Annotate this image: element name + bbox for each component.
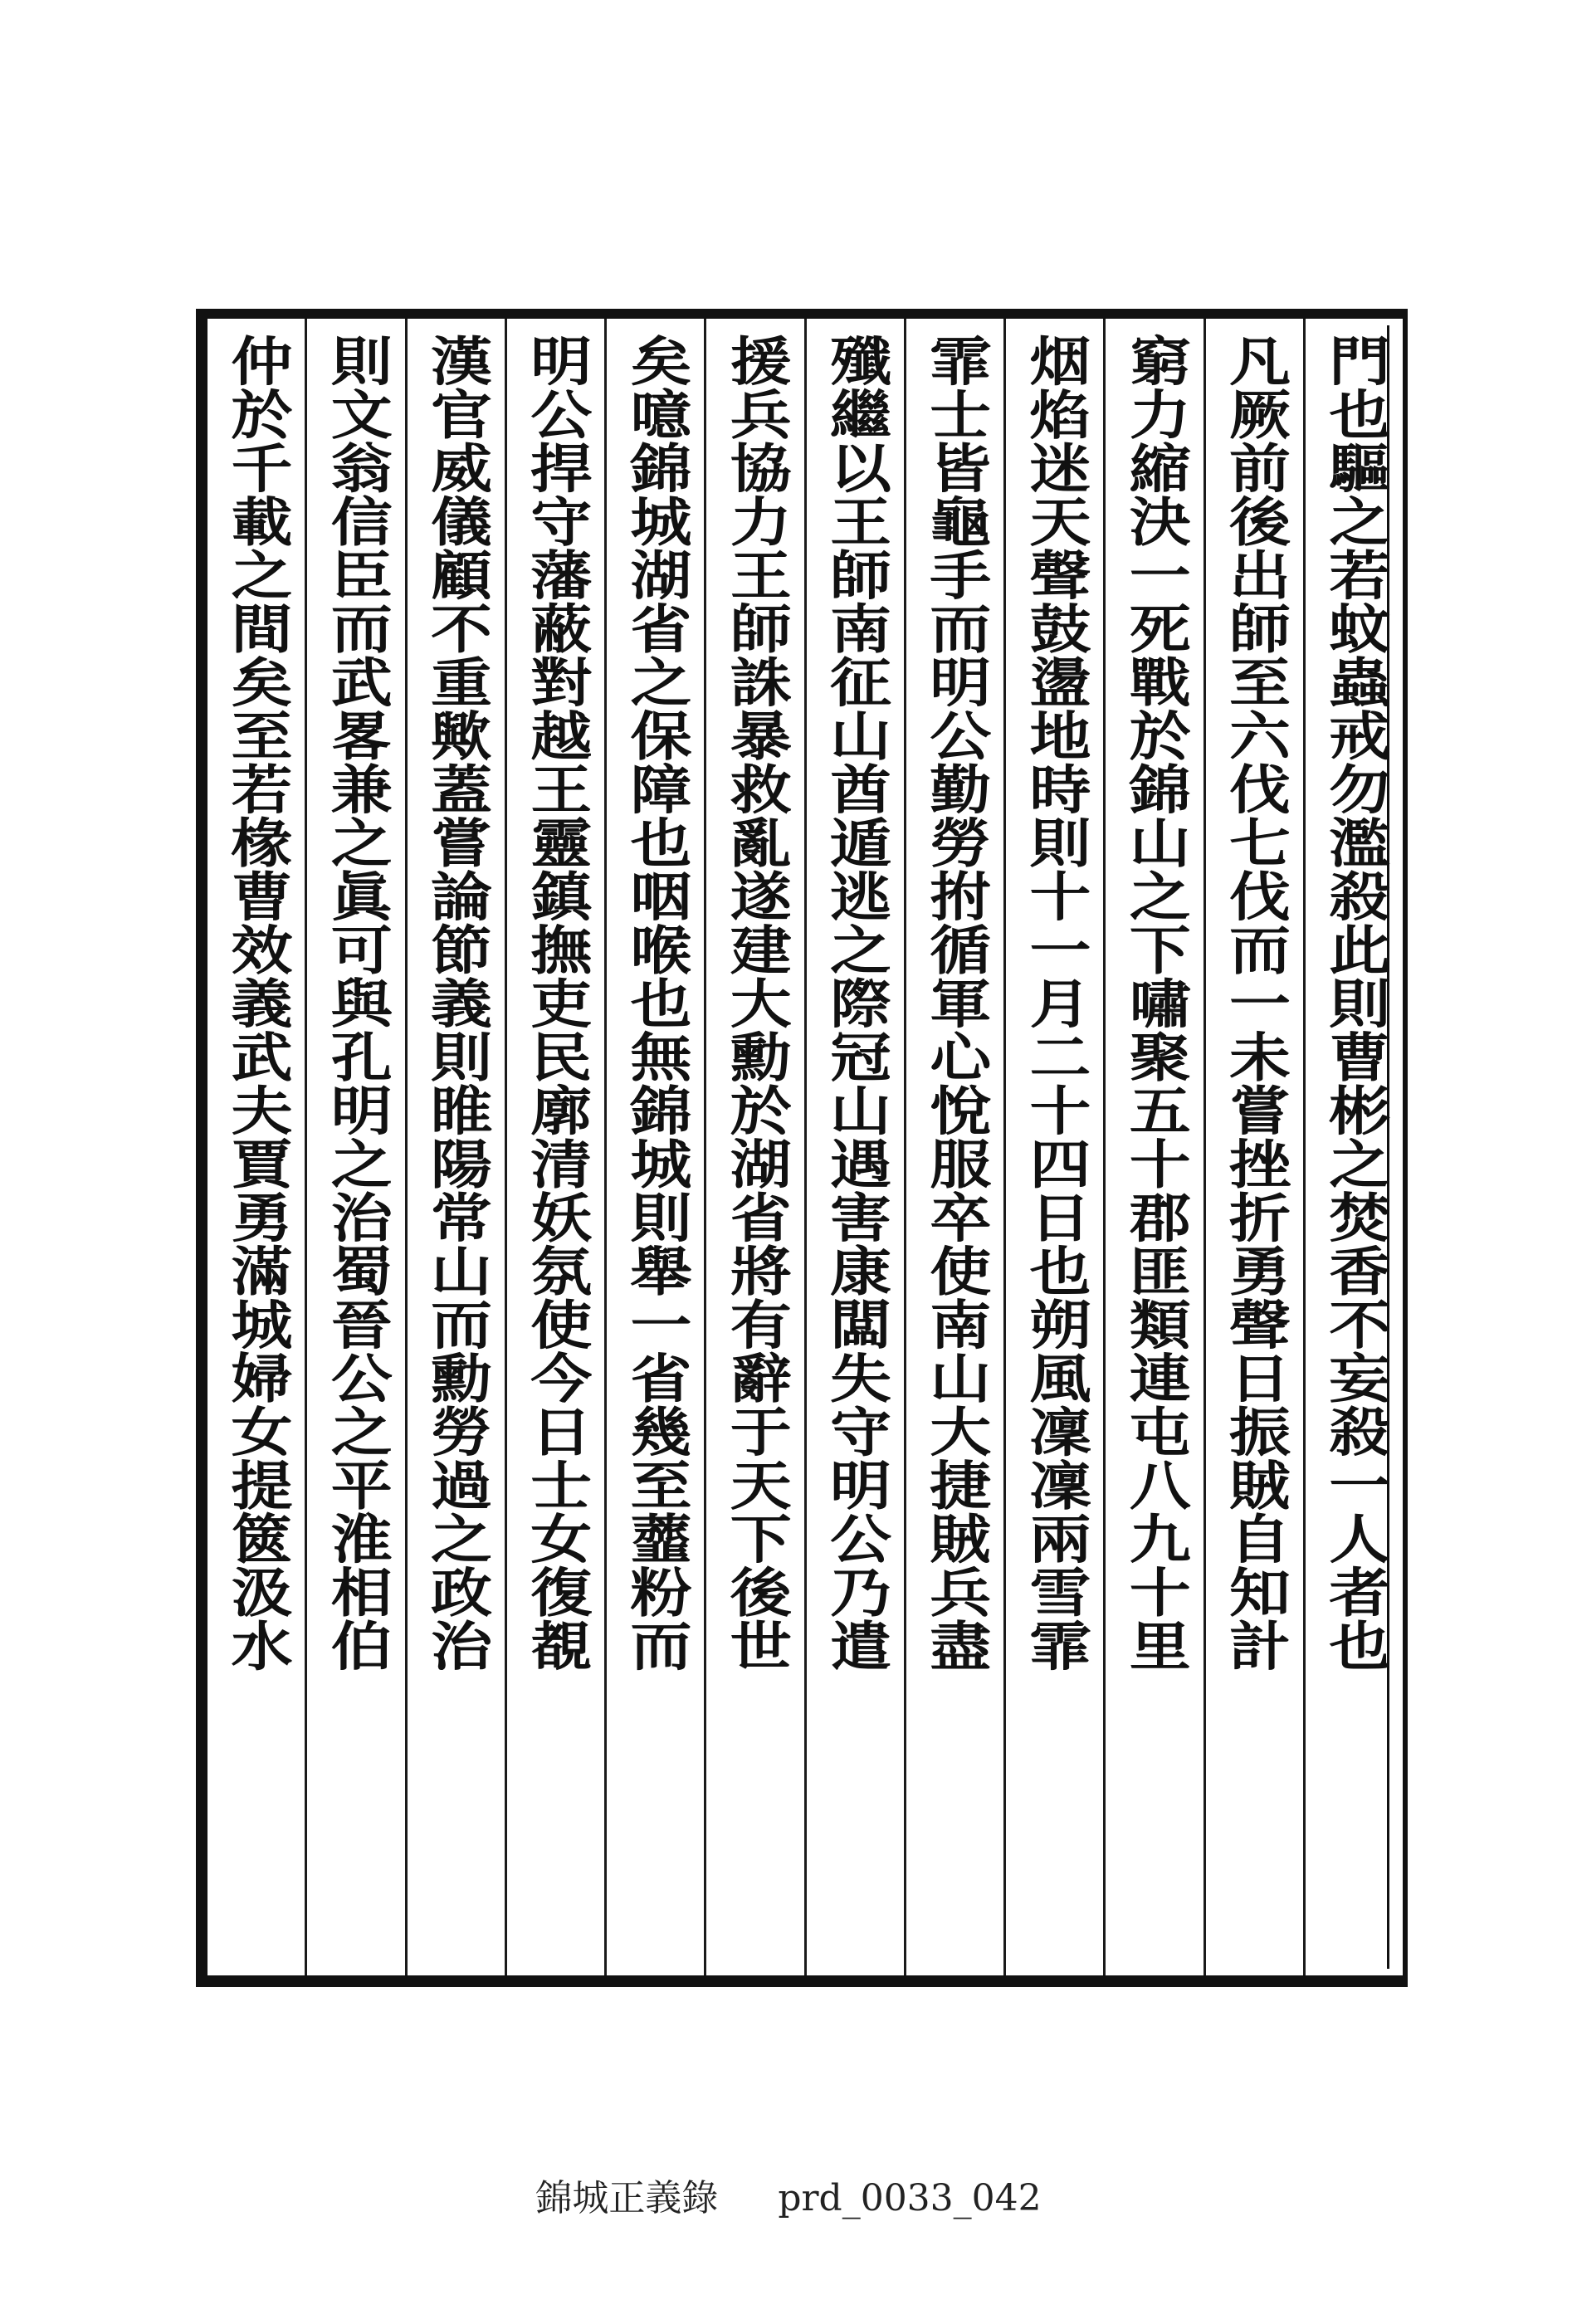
text-column-7 — [704, 319, 803, 1975]
column-text: 仲於千載之間矣至若椽曹效義武夫賈勇滿城婦女提篋汲水 — [221, 334, 293, 1672]
column-text: 矣噫錦城湖省之保障也咽喉也無錦城則舉一省幾至虀粉而 — [620, 334, 692, 1672]
text-column-11 — [305, 319, 404, 1975]
text-column-4 — [1003, 319, 1103, 1975]
column-text: 殲繼以王師南征山酋遁逃之際冠山遇害康闆失守明公乃遣 — [819, 334, 891, 1672]
column-text: 則文翁信臣而武畧兼之眞可與孔明之治蜀晉公之平淮相伯 — [320, 334, 393, 1672]
column-text: 烟焰迷天聲鼓盪地時則十一月二十四日也朔風凜凜兩雪霏 — [1019, 334, 1091, 1672]
text-column-2 — [1204, 319, 1303, 1975]
text-column-1 — [1303, 319, 1403, 1975]
column-text: 明公捍守藩蔽對越王靈鎮撫吏民廓清妖氛使今日士女復覩 — [520, 334, 593, 1672]
column-text: 門也驅之若蚊蟲戒勿濫殺此則曹彬之焚香不妄殺一人者也 — [1319, 334, 1391, 1672]
column-text: 凡厥前後出師至六伐七伐而一未嘗挫折勇聲日振賊自知計 — [1218, 334, 1291, 1672]
column-text: 漢官威儀顧不重歟蓋嘗論節義則睢陽常山而勳勞過之政治 — [420, 334, 492, 1672]
text-column-12 — [208, 319, 305, 1975]
column-text: 霏士皆龜手而明公勤勞拊循軍心悅服卒使南山大捷賊兵盡 — [920, 334, 992, 1672]
book-title: 錦城正義錄 — [535, 2177, 719, 2219]
print-frame — [196, 309, 1408, 1987]
column-text: 窮力縮決一死戰於錦山之下嘯聚五十郡匪類連屯八九十里 — [1119, 334, 1191, 1672]
page-footer — [0, 2168, 1577, 2221]
text-column-3 — [1103, 319, 1203, 1975]
text-column-10 — [405, 319, 505, 1975]
text-column-6 — [804, 319, 904, 1975]
page-identifier: prd_0033_042 — [778, 2177, 1042, 2219]
text-column-8 — [604, 319, 704, 1975]
text-column-9 — [505, 319, 604, 1975]
text-column-5 — [904, 319, 1003, 1975]
text-columns — [208, 319, 1403, 1975]
column-text: 援兵協力王師誅暴救亂遂建大勳於湖省將有辭于天下後世 — [720, 334, 792, 1672]
